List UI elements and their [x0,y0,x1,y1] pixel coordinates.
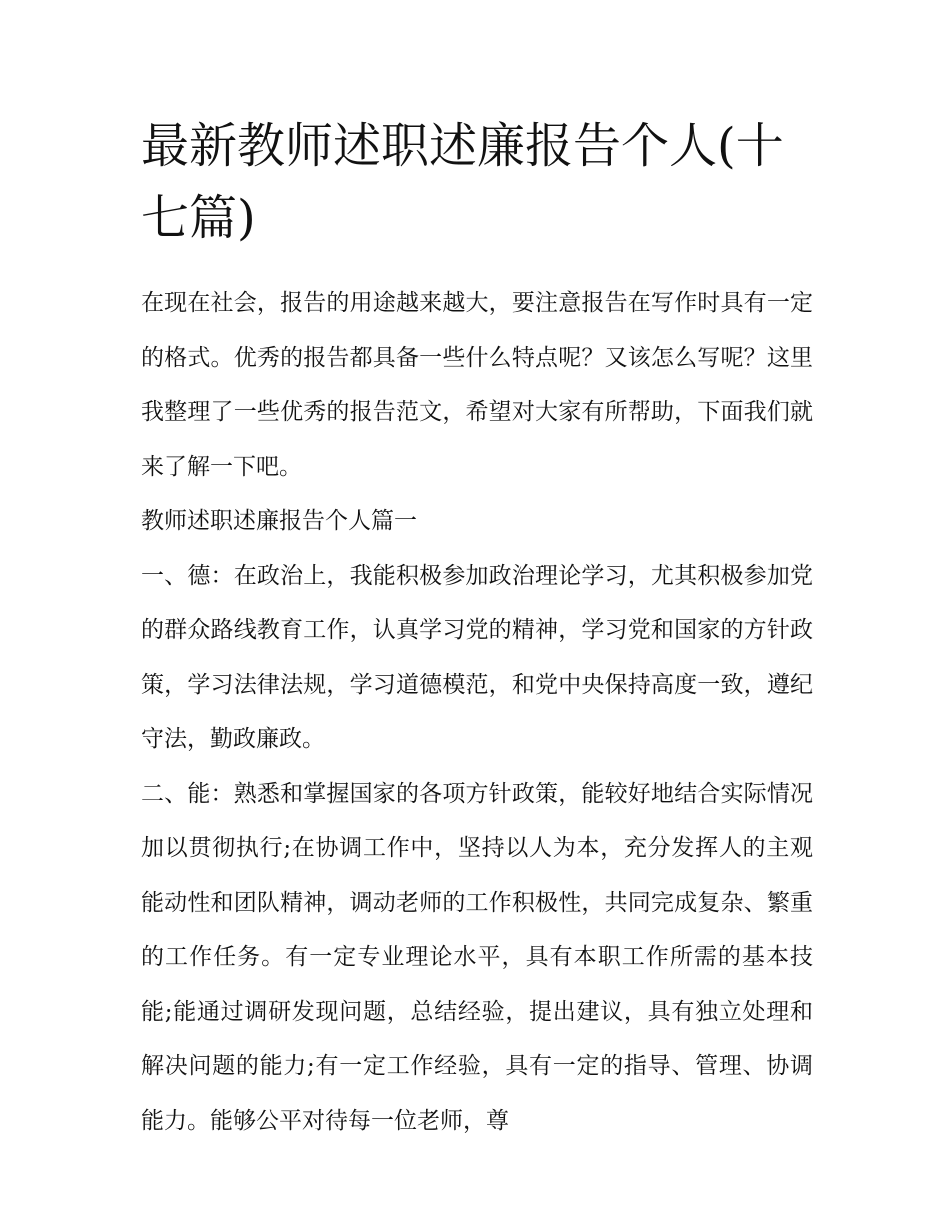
paragraph-ability: 二、能：熟悉和掌握国家的各项方针政策，能较好地结合实际情况加以贯彻执行;在协调工作中，坚持以人为本，充分发挥人的主观能动性和团队精神，调动老师的工作积极性，共同完成复杂、繁重的工作任务。有一定专业理论水平，具有本职工作所需的基本技能;能通过调研发现问题，总结经验，提出建议，具有独立处理和解决问题的能力;有一定工作经验，具有一定的指导、管理、协调能力。能够公平对待每一位老师，尊 [141,780,813,1134]
intro-paragraph: 在现在社会，报告的用途越来越大，要注意报告在写作时具有一定的格式。优秀的报告都具备一些什么特点呢？又该怎么写呢？这里我整理了一些优秀的报告范文，希望对大家有所帮助，下面我们就来了解一下吧。 [141,290,813,480]
paragraph-morality: 一、德：在政治上，我能积极参加政治理论学习，尤其积极参加党的群众路线教育工作，认真学习党的精神，学习党和国家的方针政策，学习法律法规，学习道德模范，和党中央保持高度一致，遵纪守法，勤政廉政。 [141,562,813,752]
document-body [141,110,813,1148]
section-heading: 教师述职述廉报告个人篇一 [141,508,417,534]
page-title: 最新教师述职述廉报告个人(十七篇) [141,118,784,246]
